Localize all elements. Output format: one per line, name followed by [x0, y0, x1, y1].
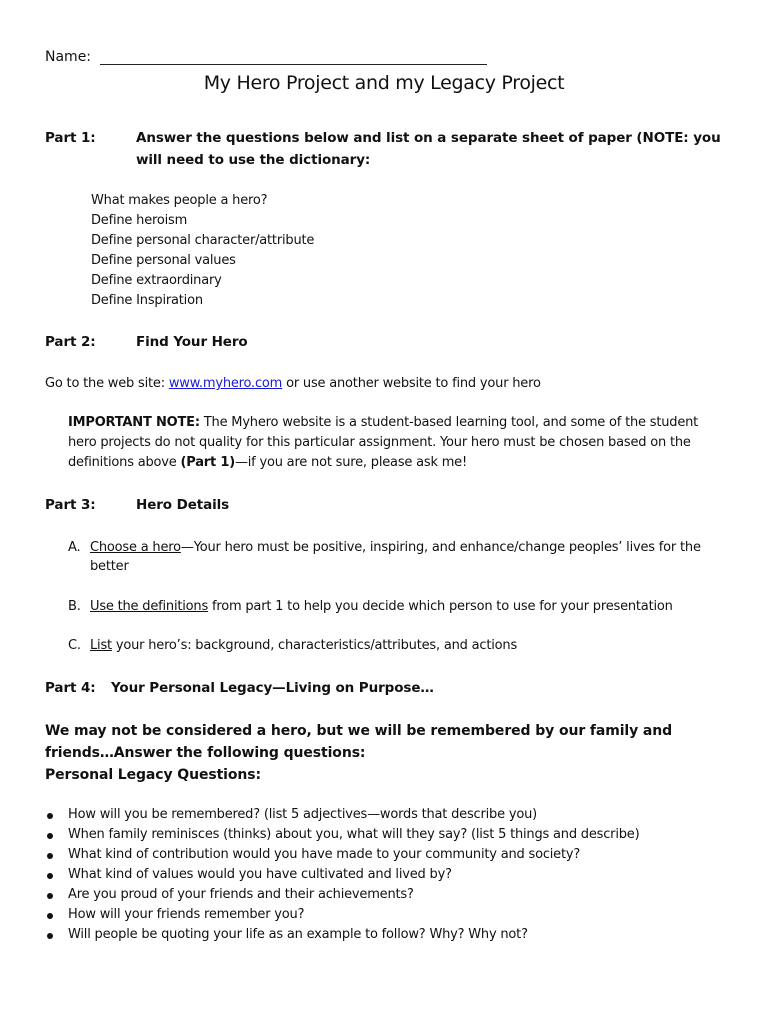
part4-subheading: Personal Legacy Questions:	[45, 767, 261, 783]
part1-instruction-line2: will need to use the dictionary:	[136, 152, 371, 168]
goto-text-before: Go to the web site:	[45, 376, 169, 391]
note-line3-bold: (Part 1)	[180, 455, 235, 470]
page-title: My Hero Project and my Legacy Project	[203, 72, 565, 94]
part2-goto-line	[45, 376, 541, 391]
legacy-question: What kind of contribution would you have made to your community and society?	[68, 847, 581, 862]
part1-item: Define Inspiration	[91, 293, 203, 308]
name-blank-line	[100, 64, 487, 65]
legacy-question: When family reminisces (thinks) about you, what will they say? (list 5 things and describe)	[68, 827, 640, 842]
bullet-icon	[47, 893, 53, 899]
part3-item-text: —Your hero must be positive, inspiring, and enhance/change peoples’ lives for the	[180, 540, 701, 555]
part1-instruction-line1: Answer the questions below and list on a separate sheet of paper (NOTE: you	[136, 130, 721, 146]
part1-item: Define heroism	[91, 213, 188, 228]
part3-item-underlined: List	[90, 638, 112, 653]
bullet-icon	[47, 933, 53, 939]
bullet-icon	[47, 833, 53, 839]
part1-label: Part 1:	[45, 130, 96, 146]
bullet-icon	[47, 913, 53, 919]
important-note-line3	[68, 455, 467, 470]
part4-heading: Your Personal Legacy—Living on Purpose…	[111, 680, 434, 696]
part3-item-b	[90, 599, 673, 614]
part1-item: Define personal character/attribute	[91, 233, 315, 248]
part3-item-underlined: Use the definitions	[90, 599, 209, 614]
part2-heading: Find Your Hero	[136, 334, 248, 350]
part4-intro-line2: friends…Answer the following questions:	[45, 745, 366, 761]
part3-item-letter: A.	[68, 540, 81, 555]
part3-item-letter: B.	[68, 599, 81, 614]
legacy-question: What kind of values would you have cultivated and lived by?	[68, 867, 452, 882]
part4-label: Part 4:	[45, 680, 96, 696]
part3-heading: Hero Details	[136, 497, 230, 513]
important-note-label: IMPORTANT NOTE:	[68, 415, 200, 430]
important-note-line2: hero projects do not quality for this particular assignment. Your hero must be chosen based on the	[68, 435, 691, 450]
myhero-link[interactable]: www.myhero.com	[168, 376, 283, 391]
part1-item: Define personal values	[91, 253, 236, 268]
goto-text-after: or use another website to find your hero	[282, 376, 541, 391]
part3-item-letter: C.	[68, 638, 81, 653]
part1-item: Define extraordinary	[91, 273, 222, 288]
part3-item-underlined: Choose a hero	[90, 540, 181, 555]
part3-item-a-continued: better	[90, 559, 129, 574]
part1-item: What makes people a hero?	[91, 193, 268, 208]
bullet-icon	[47, 873, 53, 879]
important-note-line1	[68, 415, 698, 430]
note-line3-before: definitions above	[68, 455, 181, 470]
part3-item-c	[90, 638, 517, 653]
legacy-question: How will your friends remember you?	[68, 907, 305, 922]
part4-intro-line1: We may not be considered a hero, but we will be remembered by our family and	[45, 723, 673, 739]
name-label: Name:	[45, 49, 92, 65]
note-line3-after: —if you are not sure, please ask me!	[234, 455, 467, 470]
legacy-question: Are you proud of your friends and their achievements?	[68, 887, 414, 902]
bullet-icon	[47, 853, 53, 859]
part3-item-text: your hero’s: background, characteristics/attributes, and actions	[111, 638, 518, 653]
bullet-icon	[47, 813, 53, 819]
legacy-question: Will people be quoting your life as an example to follow? Why? Why not?	[68, 927, 528, 942]
part3-item-text: from part 1 to help you decide which person to use for your presentation	[208, 599, 673, 614]
legacy-question: How will you be remembered? (list 5 adjectives—words that describe you)	[68, 807, 537, 822]
important-note-text1: The Myhero website is a student-based learning tool, and some of the student	[199, 415, 699, 430]
part3-item-a	[90, 540, 701, 555]
part2-label: Part 2:	[45, 334, 96, 350]
part3-label: Part 3:	[45, 497, 96, 513]
